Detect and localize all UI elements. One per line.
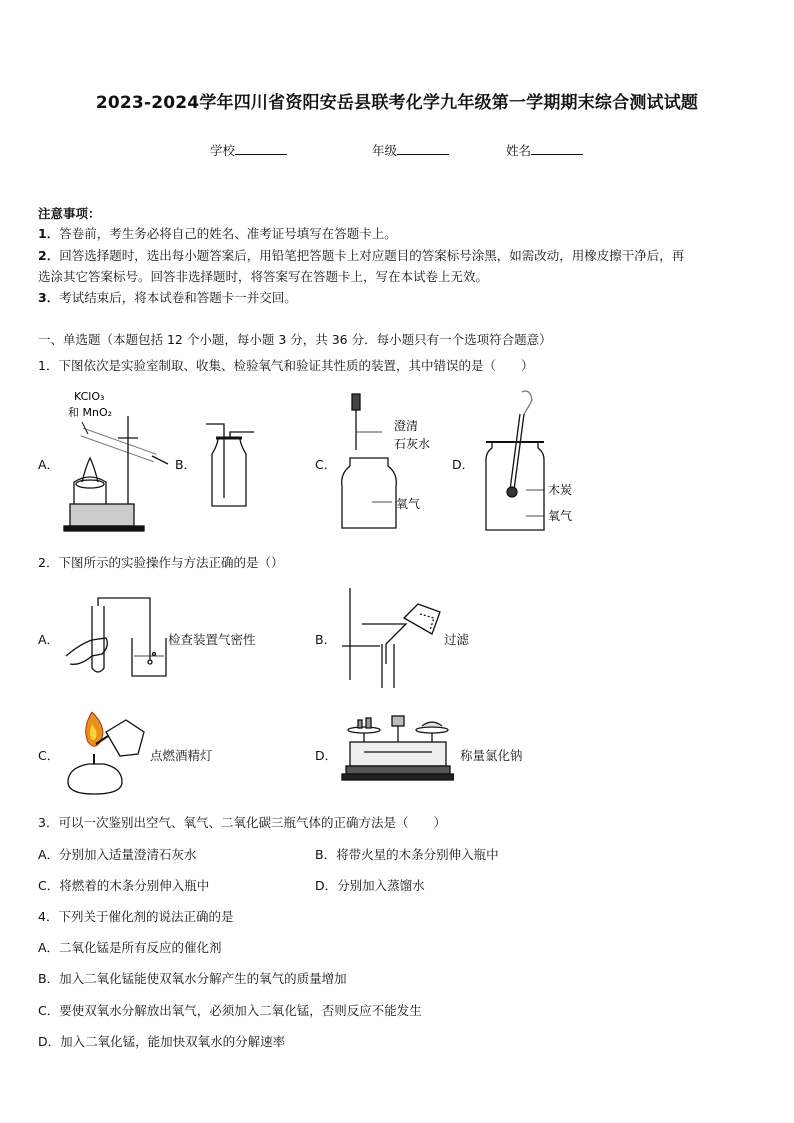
q2-caption-a: 检查装置气密性 [168,632,256,647]
name-blank[interactable] [531,142,583,155]
q1-fig-d-label1: 木炭 [548,483,573,497]
section-1-heading: 一、单选题（本题包括 12 个小题，每小题 3 分，共 36 分．每小题只有一个选项符合题意） [38,332,552,347]
q1-fig-a [60,386,172,534]
q1-fig-c-label2: 石灰水 [394,437,431,451]
q2-fig-d [340,712,454,786]
notice-item-2-num: 2． [38,248,60,263]
notice-item-2 [38,246,684,264]
name-field[interactable] [506,141,583,159]
q1-fig-a-reagent2: 和 MnO₂ [68,406,113,419]
q3-option-a[interactable]: A．分别加入适量澄清石灰水 [38,847,197,862]
q1-fig-d [478,386,598,532]
q1-fig-c-label3: 氧气 [396,497,421,511]
notice-item-3-num: 3． [38,290,60,305]
q1-fig-b [200,418,256,510]
q2-caption-b: 过滤 [444,632,470,647]
q3-option-d[interactable]: D．分别加入蒸馏水 [315,878,425,893]
q2-stem: 2．下图所示的实验操作与方法正确的是（） [38,555,284,570]
q1-fig-c [336,392,446,530]
notice-item-1-num: 1． [38,226,60,241]
q2-label-d: D． [315,748,338,763]
grade-label: 年级 [372,143,398,158]
q2-label-c: C． [38,748,60,763]
q1-label-c: C． [315,457,337,472]
school-field[interactable] [210,141,287,159]
q1-label-b: B． [175,457,197,472]
q1-label-a: A． [38,457,60,472]
q3-option-b[interactable]: B．将带火星的木条分别伸入瓶中 [315,847,499,862]
page-title: 2023-2024学年四川省资阳安岳县联考化学九年级第一学期期末综合测试试题 [95,93,699,113]
q2-label-b: B． [315,632,337,647]
notice-item-1-text: 答卷前，考生务必将自己的姓名、准考证号填写在答题卡上。 [59,226,397,241]
q2-label-a: A． [38,632,60,647]
q1-fig-a-reagent1: KClO₃ [74,390,105,403]
q1-fig-c-label1: 澄清 [394,419,419,433]
notice-item-3-text: 考试结束后，将本试卷和答题卡一并交回。 [59,290,297,305]
notice-item-2-cont: 选涂其它答案标号。回答非选择题时，将答案写在答题卡上，写在本试卷上无效。 [38,269,489,284]
q3-stem: 3．可以一次鉴别出空气、氧气、二氧化碳三瓶气体的正确方法是（ ） [38,815,446,830]
q4-option-a[interactable]: A．二氧化锰是所有反应的催化剂 [38,940,222,955]
name-label: 姓名 [506,143,532,158]
notice-item-3 [38,288,297,306]
q1-fig-d-label2: 氧气 [548,509,573,523]
q4-option-d[interactable]: D．加入二氧化锰，能加快双氧水的分解速率 [38,1034,286,1049]
q2-fig-b [336,584,442,690]
grade-field[interactable] [372,141,449,159]
q4-stem: 4．下列关于催化剂的说法正确的是 [38,909,234,924]
notice-item-1 [38,224,397,242]
notice-heading: 注意事项： [38,206,101,221]
school-label: 学校 [210,143,236,158]
q4-option-c[interactable]: C．要使双氧水分解放出氧气，必须加入二氧化锰，否则反应不能发生 [38,1003,422,1018]
q1-stem: 1．下图依次是实验室制取、收集、检验氧气和验证其性质的装置，其中错误的是（ ） [38,358,534,373]
school-blank[interactable] [235,142,287,155]
q1-label-d: D． [452,457,475,472]
q2-caption-c: 点燃酒精灯 [150,748,213,763]
q4-option-b[interactable]: B．加入二氧化锰能使双氧水分解产生的氧气的质量增加 [38,971,347,986]
q2-fig-c [60,708,150,796]
grade-blank[interactable] [397,142,449,155]
q2-fig-a [62,590,170,682]
notice-item-2-text: 回答选择题时，选出每小题答案后，用铅笔把答题卡上对应题目的答案标号涂黑，如需改动，用橡皮擦干净后，再 [59,248,685,263]
q2-caption-d: 称量氯化钠 [460,748,523,763]
q3-option-c[interactable]: C．将燃着的木条分别伸入瓶中 [38,878,210,893]
